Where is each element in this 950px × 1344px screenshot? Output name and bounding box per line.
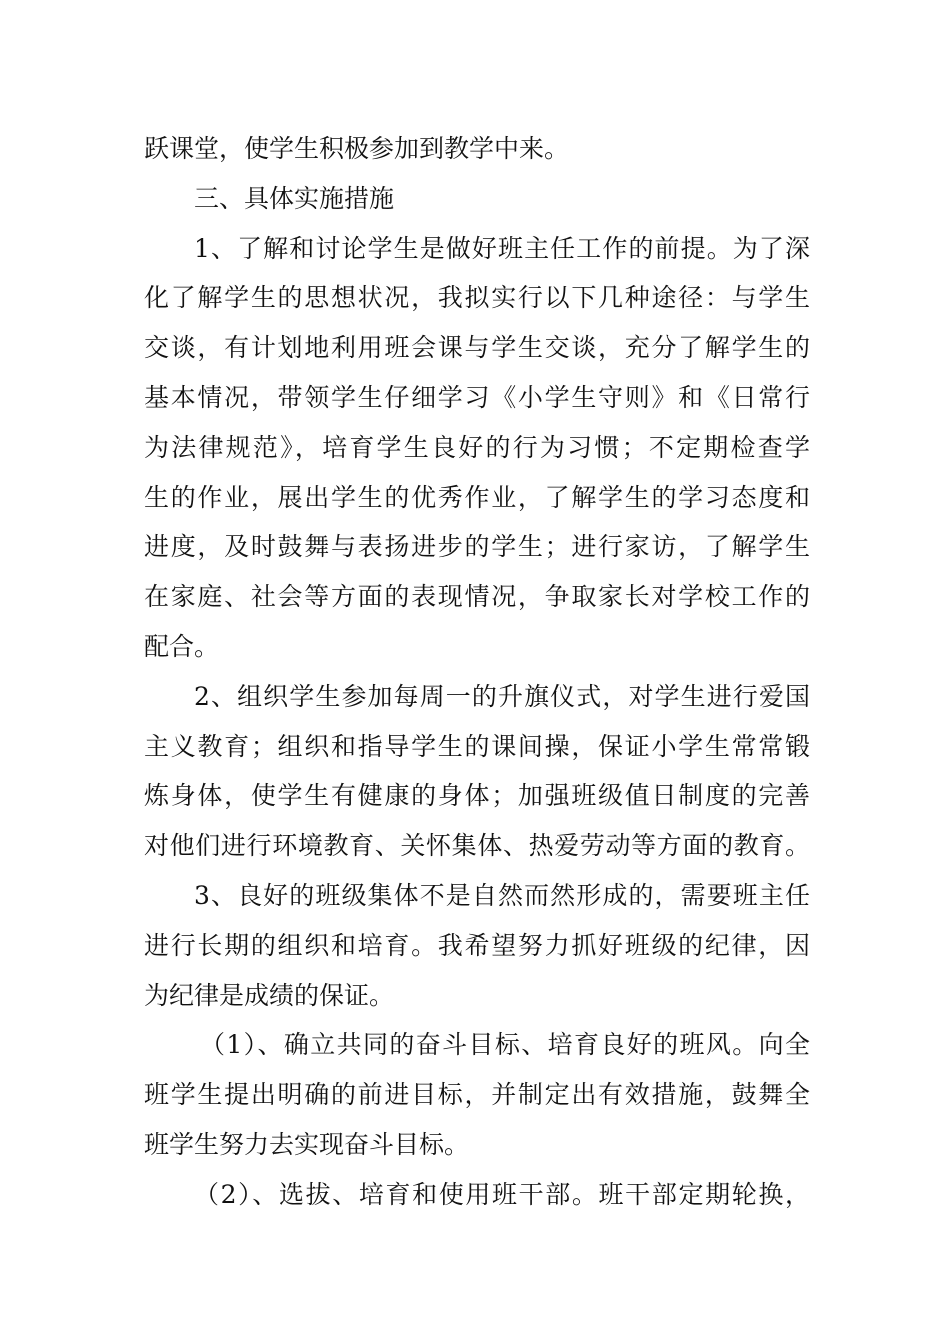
text-line: 进行长期的组织和培育。我希望努力抓好班级的纪律，因	[144, 930, 810, 960]
text-line: 配合。	[144, 631, 220, 661]
text-line: 跃课堂，使学生积极参加到教学中来。	[144, 134, 570, 163]
text-line: 基本情况，带领学生仔细学习《小学生守则》和《日常行	[144, 382, 810, 412]
text-line: 炼身体，使学生有健康的身体；加强班级值日制度的完善	[144, 781, 810, 811]
body-text	[144, 124, 810, 1220]
text-line: 在家庭、社会等方面的表现情况，争取家长对学校工作的	[144, 582, 810, 612]
text-line: 进度，及时鼓舞与表扬进步的学生；进行家访，了解学生	[144, 532, 810, 562]
text-line: 班学生努力去实现奋斗目标。	[144, 1129, 470, 1159]
text-line: 生的作业，展出学生的优秀作业，了解学生的学习态度和	[144, 482, 810, 512]
text-line: 对他们进行环境教育、关怀集体、热爱劳动等方面的教育。	[144, 831, 810, 861]
text-line: （2）、选拔、培育和使用班干部。班干部定期轮换，	[194, 1179, 810, 1209]
text-line: 班学生提出明确的前进目标，并制定出有效措施，鼓舞全	[144, 1080, 810, 1110]
section-heading: 三、具体实施措施	[194, 183, 395, 213]
text-line: 1、了解和讨论学生是做好班主任工作的前提。为了深	[194, 233, 810, 263]
text-line: 3、良好的班级集体不是自然而然形成的，需要班主任	[194, 880, 810, 910]
text-line: （1）、确立共同的奋斗目标、培育良好的班风。向全	[200, 1030, 810, 1060]
text-line: 交谈，有计划地利用班会课与学生交谈，充分了解学生的	[144, 333, 810, 363]
text-line: 主义教育；组织和指导学生的课间操，保证小学生常常锻	[144, 731, 810, 761]
text-line: 化了解学生的思想状况，我拟实行以下几种途径：与学生	[144, 283, 810, 313]
text-line: 为纪律是成绩的保证。	[144, 980, 395, 1010]
text-line: 2、组织学生参加每周一的升旗仪式，对学生进行爱国	[194, 681, 810, 711]
text-line: 为法律规范》，培育学生良好的行为习惯；不定期检查学	[144, 432, 810, 462]
